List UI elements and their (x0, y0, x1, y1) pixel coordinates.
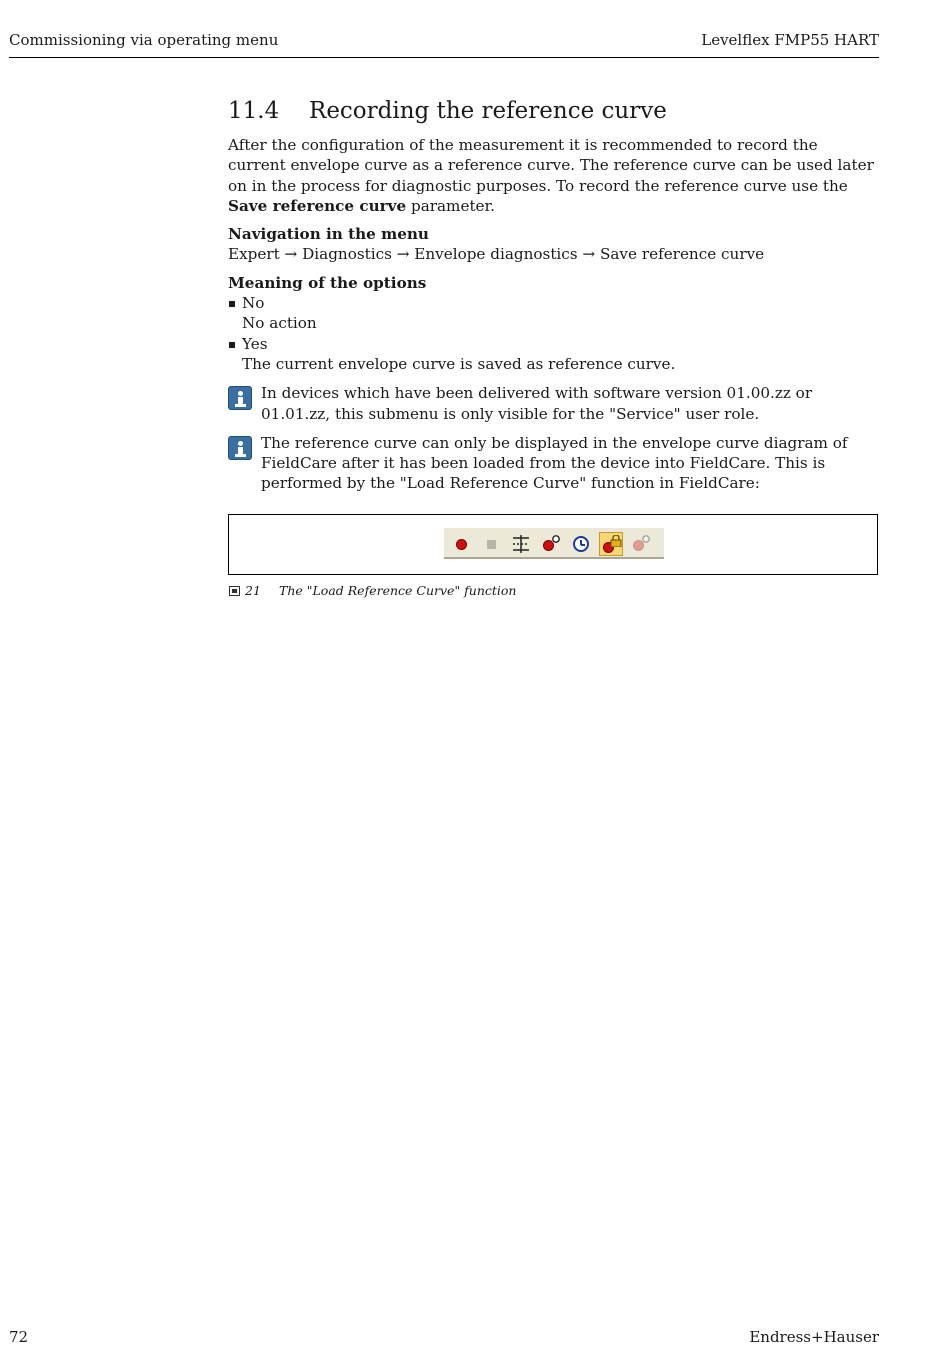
stop-icon (487, 540, 496, 549)
options-list (228, 293, 879, 374)
cursor-button[interactable] (509, 532, 533, 556)
stop-button[interactable] (479, 532, 503, 556)
cursor-crosshair-icon (511, 534, 531, 554)
option-description: No action (242, 314, 317, 333)
record-icon (456, 539, 467, 550)
figure-caption-text: The "Load Reference Curve" function (279, 583, 517, 598)
gear-icon (551, 534, 561, 544)
record-settings-button[interactable] (539, 532, 563, 556)
header-rule (9, 57, 879, 58)
bullet-icon (229, 301, 235, 307)
note-fieldcare (228, 433, 879, 494)
reference-settings-button[interactable] (629, 532, 653, 556)
list-item (228, 334, 879, 375)
option-description: The current envelope curve is saved as reference curve. (242, 354, 676, 373)
navigation-path: Expert → Diagnostics → Envelope diagnostics → Save reference curve (228, 245, 765, 264)
gear-icon (641, 534, 651, 544)
section-heading (228, 96, 879, 126)
fieldcare-toolbar (444, 528, 664, 559)
note-text: In devices which have been delivered with software version 01.00.zz or 01.01.zz, this submenu is only visible for the "Service" user role. (261, 384, 813, 423)
note-text: The reference curve can only be displayed in the envelope curve diagram of FieldCare after it has been loaded from the device into FieldCare. This is performed by the "Load Reference Curve" function in FieldCare: (261, 433, 848, 493)
lock-icon (610, 535, 622, 547)
figure-toolbar-screenshot (228, 514, 878, 575)
clock-icon (573, 536, 589, 552)
main-content (228, 96, 879, 494)
info-icon (228, 386, 252, 410)
option-label: No (242, 294, 265, 313)
record-button[interactable] (449, 532, 473, 556)
running-header-right: Levelflex FMP55 HART (701, 31, 879, 49)
intro-text-end: parameter. (406, 196, 495, 215)
info-icon (228, 436, 252, 460)
figure-number: 21 (245, 583, 261, 598)
option-label: Yes (242, 334, 268, 353)
intro-text: After the configuration of the measurement it is recommended to record the current envelope curve as a reference curve. The reference curve can be used later on in the process for diagnostic purposes. To record the reference curve use the (228, 136, 874, 195)
list-item (228, 293, 879, 334)
navigation-heading: Navigation in the menu (228, 225, 429, 244)
bullet-icon (229, 342, 235, 348)
clock-button[interactable] (569, 532, 593, 556)
load-reference-curve-button[interactable] (599, 532, 623, 556)
figure-icon (229, 586, 240, 596)
options-heading: Meaning of the options (228, 273, 427, 292)
section-number: 11.4 (228, 98, 280, 124)
intro-paragraph (228, 135, 879, 216)
footer-brand: Endress+Hauser (749, 1328, 879, 1346)
page-number: 72 (9, 1328, 29, 1346)
running-header-left: Commissioning via operating menu (9, 31, 279, 49)
figure-caption (229, 583, 517, 598)
section-title: Recording the reference curve (309, 98, 667, 124)
note-software-version (228, 383, 879, 424)
intro-parameter-name: Save reference curve (228, 196, 407, 215)
